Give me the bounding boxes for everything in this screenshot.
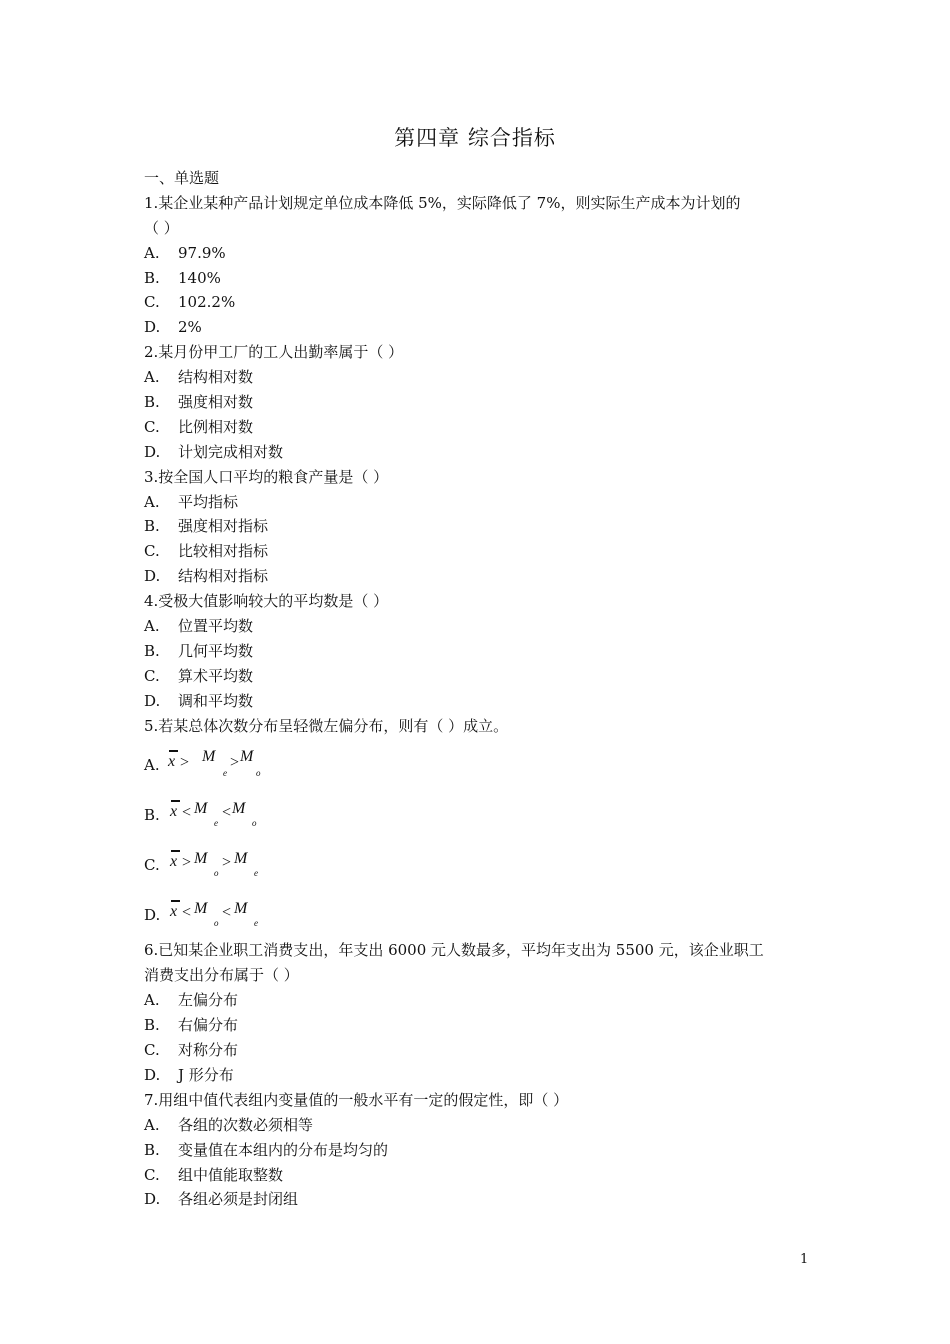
- option-text: 2%: [178, 318, 202, 337]
- subscript: o: [214, 918, 219, 929]
- subscript: o: [256, 768, 261, 779]
- option-text: 几何平均数: [178, 641, 254, 660]
- option-text: 97.9%: [178, 243, 226, 262]
- x-bar-symbol: x: [170, 803, 178, 821]
- option-text: 调和平均数: [178, 691, 254, 710]
- question-1-option-a[interactable]: [144, 241, 812, 266]
- section-heading: 一、单选题: [144, 169, 220, 187]
- subscript: o: [252, 818, 257, 829]
- option-text: 算术平均数: [178, 666, 254, 685]
- question-1-option-c[interactable]: [144, 290, 812, 315]
- question-6-option-c[interactable]: [144, 1038, 812, 1063]
- option-text: 强度相对指标: [178, 517, 269, 536]
- question-2-option-d[interactable]: [144, 440, 812, 465]
- option-letter: C.: [144, 856, 160, 875]
- option-letter: C.: [144, 1041, 160, 1060]
- median-symbol: M: [194, 800, 208, 818]
- question-6-option-d[interactable]: [144, 1063, 812, 1088]
- question-7-option-c[interactable]: [144, 1163, 812, 1188]
- question-2-option-b[interactable]: [144, 390, 812, 415]
- operator: >: [230, 754, 240, 772]
- question-5-option-d[interactable]: [144, 888, 812, 938]
- question-4-option-d[interactable]: [144, 689, 812, 714]
- question-2-option-a[interactable]: [144, 365, 812, 390]
- x-bar-symbol: x: [168, 753, 176, 771]
- question-7-option-a[interactable]: [144, 1113, 812, 1138]
- question-2-stem: 2.某月份甲工厂的工人出勤率属于（ ）: [144, 343, 404, 362]
- option-letter: D.: [144, 691, 161, 710]
- option-letter: A.: [144, 756, 160, 775]
- formula: [168, 738, 368, 788]
- option-text: 各组的次数必须相等: [178, 1115, 314, 1134]
- operator: <: [222, 904, 232, 922]
- subscript: e: [223, 768, 227, 779]
- option-letter: D.: [144, 1065, 161, 1084]
- question-1-stem: 1.某企业某种产品计划规定单位成本降低 5%，实际降低了 7%，则实际生产成本为计划的: [144, 193, 741, 212]
- subscript: e: [254, 918, 258, 929]
- question-3-option-d[interactable]: [144, 564, 812, 589]
- question-5-stem: 5.若某总体次数分布呈轻微左偏分布，则有（ ）成立。: [144, 716, 509, 735]
- median-symbol: M: [234, 900, 248, 918]
- mode-symbol: M: [194, 900, 208, 918]
- option-text: 平均指标: [178, 492, 239, 511]
- question-6-stem-cont: 消费支出分布属于（ ）: [144, 966, 299, 985]
- option-letter: B.: [144, 393, 160, 412]
- option-letter: B.: [144, 268, 160, 287]
- option-text: 结构相对数: [178, 368, 254, 387]
- option-letter: A.: [144, 617, 160, 636]
- option-text: 102.2%: [178, 293, 236, 312]
- chapter-title: 第四章 综合指标: [394, 126, 556, 150]
- option-letter: D.: [144, 906, 161, 925]
- option-text: 右偏分布: [178, 1016, 239, 1035]
- x-bar-symbol: x: [170, 903, 178, 921]
- option-letter: D.: [144, 567, 161, 586]
- page-number: 1: [800, 1252, 809, 1267]
- mode-symbol: M: [240, 748, 254, 766]
- x-bar-symbol: x: [170, 853, 178, 871]
- subscript: e: [254, 868, 258, 879]
- question-7-option-d[interactable]: [144, 1187, 812, 1212]
- option-text: 变量值在本组内的分布是均匀的: [178, 1140, 389, 1159]
- formula: [168, 838, 368, 888]
- question-7-option-b[interactable]: [144, 1138, 812, 1163]
- question-5-option-b[interactable]: [144, 788, 812, 838]
- option-letter: D.: [144, 442, 161, 461]
- option-text: 比例相对数: [178, 417, 254, 436]
- question-1-option-b[interactable]: [144, 266, 812, 291]
- question-3-stem: 3.按全国人口平均的粮食产量是（ ）: [144, 467, 389, 486]
- median-symbol: M: [202, 748, 216, 766]
- option-text: 计划完成相对数: [178, 442, 284, 461]
- question-3-option-c[interactable]: [144, 539, 812, 564]
- question-7-stem: 7.用组中值代表组内变量值的一般水平有一定的假定性，即（ ）: [144, 1090, 569, 1109]
- option-letter: C.: [144, 666, 160, 685]
- question-6-option-b[interactable]: [144, 1013, 812, 1038]
- option-text: 组中值能取整数: [178, 1165, 284, 1184]
- question-2-option-c[interactable]: [144, 415, 812, 440]
- question-list: [144, 166, 812, 1212]
- question-6-stem: 6.已知某企业职工消费支出，年支出 6000 元人数最多，平均年支出为 5500 元，该企业职工: [144, 941, 764, 960]
- option-letter: C.: [144, 542, 160, 561]
- subscript: e: [214, 818, 218, 829]
- option-letter: C.: [144, 1165, 160, 1184]
- option-text: 各组必须是封闭组: [178, 1190, 299, 1209]
- option-letter: A.: [144, 368, 160, 387]
- option-letter: D.: [144, 318, 161, 337]
- question-6-option-a[interactable]: [144, 988, 812, 1013]
- option-letter: B.: [144, 1140, 160, 1159]
- option-letter: B.: [144, 806, 160, 825]
- formula: [168, 888, 368, 938]
- question-4-option-a[interactable]: [144, 614, 812, 639]
- option-text: 140%: [178, 268, 221, 287]
- question-4-stem: 4.受极大值影响较大的平均数是（ ）: [144, 592, 389, 611]
- operator: >: [180, 754, 190, 772]
- option-letter: A.: [144, 492, 160, 511]
- option-letter: C.: [144, 417, 160, 436]
- option-letter: C.: [144, 293, 160, 312]
- question-3-option-a[interactable]: [144, 490, 812, 515]
- question-5-option-c[interactable]: [144, 838, 812, 888]
- question-1-stem-cont: （ ）: [144, 218, 179, 237]
- operator: <: [222, 804, 232, 822]
- question-3-option-b[interactable]: [144, 514, 812, 539]
- subscript: o: [214, 868, 219, 879]
- operator: >: [182, 854, 192, 872]
- option-letter: D.: [144, 1190, 161, 1209]
- question-5-option-a[interactable]: [144, 738, 812, 788]
- option-text: 位置平均数: [178, 617, 254, 636]
- mode-symbol: M: [232, 800, 246, 818]
- formula: [168, 788, 368, 838]
- option-letter: B.: [144, 517, 160, 536]
- question-1-option-d[interactable]: [144, 315, 812, 340]
- option-letter: B.: [144, 1016, 160, 1035]
- option-letter: A.: [144, 991, 160, 1010]
- option-letter: A.: [144, 1115, 160, 1134]
- option-text: 比较相对指标: [178, 542, 269, 561]
- option-text: J 形分布: [178, 1065, 234, 1084]
- option-text: 结构相对指标: [178, 567, 269, 586]
- median-symbol: M: [234, 850, 248, 868]
- operator: >: [222, 854, 232, 872]
- question-4-option-c[interactable]: [144, 664, 812, 689]
- option-text: 对称分布: [178, 1041, 239, 1060]
- question-4-option-b[interactable]: [144, 639, 812, 664]
- operator: <: [182, 804, 192, 822]
- option-text: 强度相对数: [178, 393, 254, 412]
- mode-symbol: M: [194, 850, 208, 868]
- option-text: 左偏分布: [178, 991, 239, 1010]
- option-letter: A.: [144, 243, 160, 262]
- operator: <: [182, 904, 192, 922]
- option-letter: B.: [144, 641, 160, 660]
